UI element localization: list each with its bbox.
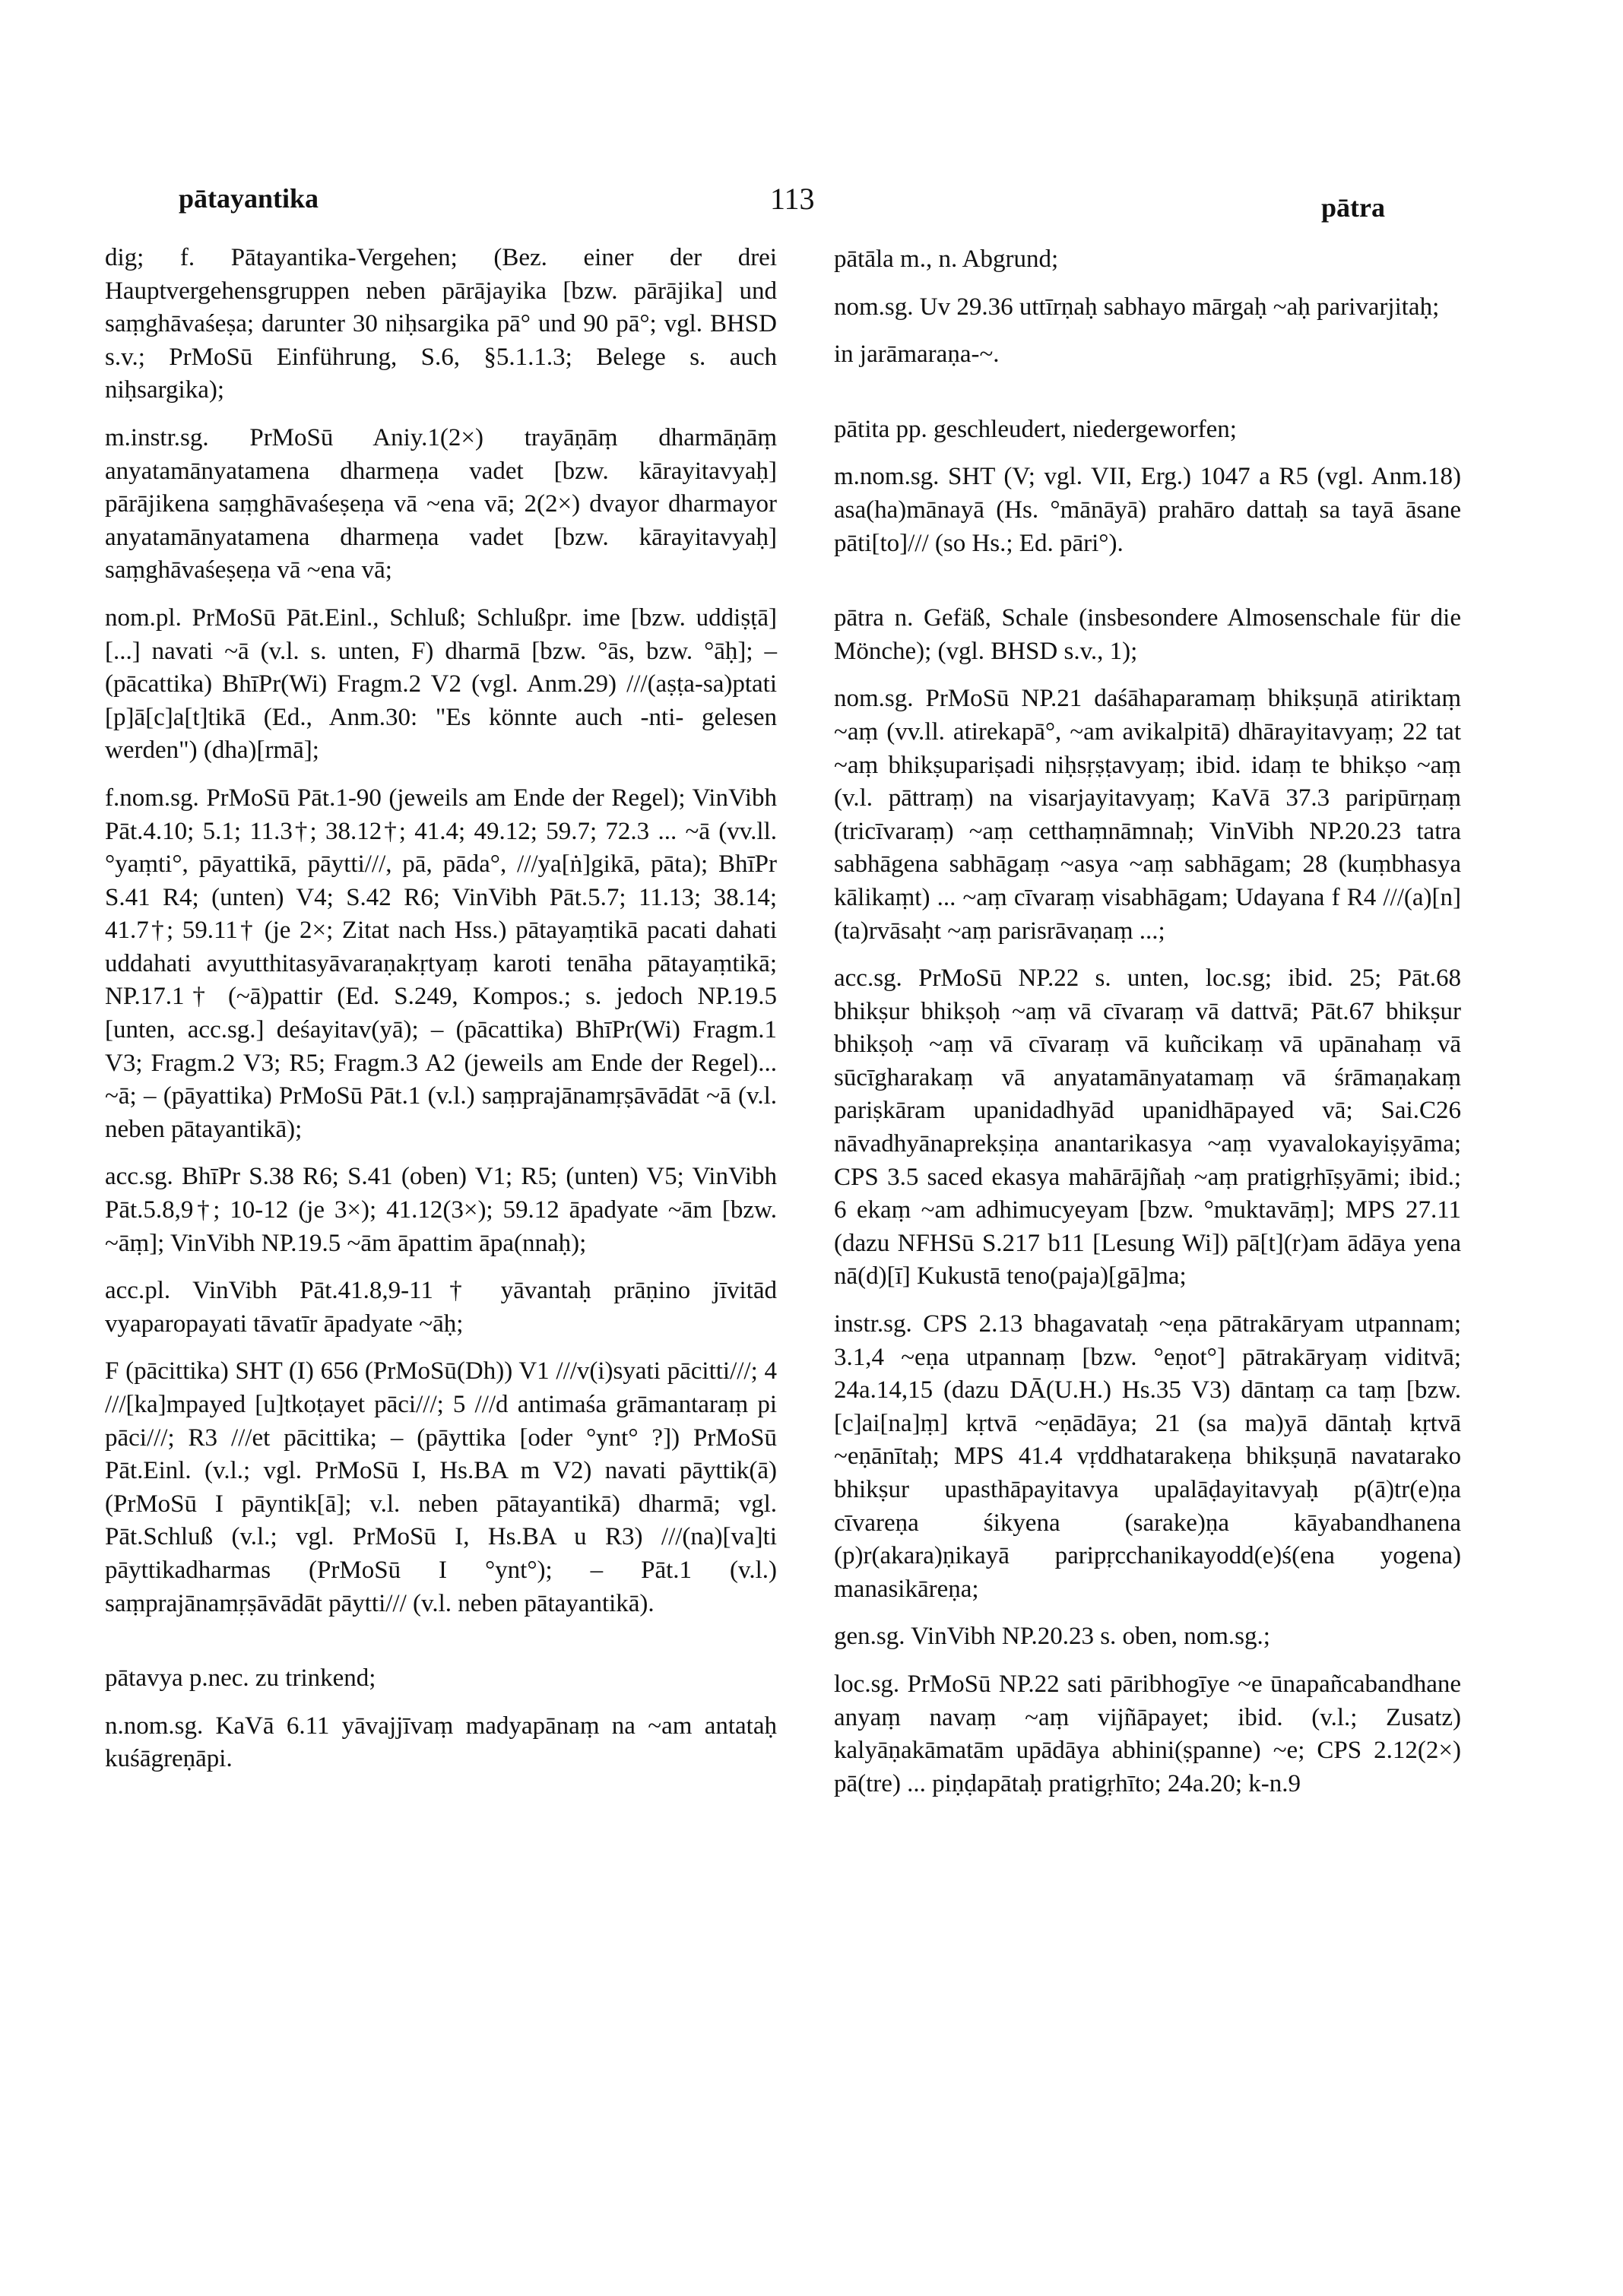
running-head-left: pātayantika bbox=[179, 183, 319, 214]
lemma-heading: pātavya p.nec. zu trinkend; bbox=[105, 1664, 376, 1693]
entry-paragraph: nom.sg. PrMoSū NP.21 daśāhaparamaṃ bhikṣuṇā atiriktaṃ ~aṃ (vv.ll. atirekapā°, ~am avikalpitā) dhārayitavyaṃ; 22 tat ~aṃ bhikṣupariṣadi niḥsṛṣṭavyaṃ; ibid. idaṃ te bhikṣo ~aṃ (v.l. pāttraṃ) na visarjayitavyaṃ; KaVā 37.3 paripūrṇaṃ (tricīvaraṃ) ~aṃ cetthaṃnāmnaḥ; VinVibh NP.20.23 tatra sabhāgena sabhāgaṃ ~asya ~aṃ sabhāgam; 28 (kuṃbhasya kālikaṃt) ... ~aṃ cīvaraṃ visabhāgam; Udayana f R4 ///(a)[n](ta)rvāsaḥt ~aṃ parisrāvaṇaṃ ...; bbox=[834, 685, 1461, 945]
entry-paragraph: in jarāmaraṇa-~. bbox=[834, 340, 1000, 369]
entry-paragraph: acc.sg. BhīPr S.38 R6; S.41 (oben) V1; R5; (unten) V5; VinVibh Pāt.5.8,9†; 10-12 (je 3×); 41.12(3×); 59.12 āpadyate ~ām [bzw. ~āṃ]; VinVibh NP.19.5 ~ām āpattim āpa(nnaḥ); bbox=[105, 1163, 777, 1257]
entry-paragraph: dig; f. Pātayantika-Vergehen; (Bez. einer der drei Hauptvergehensgruppen neben pārājayika [bzw. pārājika] und saṃghāvaśeṣa; darunter 30 niḥsargika pā° und 90 pā°; vgl. BHSD s.v.; PrMoSū Einführung, S.6, §5.1.1.3; Belege s. auch niḥsargika); bbox=[105, 244, 777, 404]
entry-paragraph: m.nom.sg. SHT (V; vgl. VII, Erg.) 1047 a R5 (vgl. Anm.18) asa(ha)mānayā (Hs. °mānāyā) prahāro dattaḥ sa tayā āsane pāti[to]/// (so Hs.; Ed. pāri°). bbox=[834, 463, 1461, 557]
running-head-right: pātra bbox=[1321, 192, 1385, 223]
entry-paragraph: gen.sg. VinVibh NP.20.23 s. oben, nom.sg.; bbox=[834, 1623, 1270, 1651]
entry-paragraph: nom.sg. Uv 29.36 uttīrṇaḥ sabhayo mārgaḥ ~aḥ parivarjitaḥ; bbox=[834, 293, 1440, 321]
lemma-heading: pātita pp. geschleudert, niedergeworfen; bbox=[834, 415, 1237, 443]
left-column bbox=[105, 242, 777, 1791]
right-column bbox=[834, 242, 1461, 1815]
lemma-heading: pātra n. Gefäß, Schale (insbesondere Almosenschale für die Mönche); (vgl. BHSD s.v., 1); bbox=[834, 604, 1461, 665]
page-number: 113 bbox=[770, 182, 815, 216]
entry-paragraph: F (pācittika) SHT (I) 656 (PrMoSū(Dh)) V1 ///v(i)syati pācitti///; 4 ///[ka]mpayed [u]tkoṭayet pāci///; 5 ///d antimaśa grāmantaraṃ pi pāci///; R3 ///et pācittika; – (pāyttika [oder °ynt° ?]) PrMoSū Pāt.Einl. (v.l.; vgl. PrMoSū I, Hs.BA m V2) navati pāyttik(ā) (PrMoSū I pāyntik[ā]; v.l. neben pātayantikā) dharmā; vgl. Pāt.Schluß (v.l.; vgl. PrMoSū I, Hs.BA u R3) ///(na)[va]ti pāyttikadharmas (PrMoSū I °ynt°); – Pāt.1 (v.l.) saṃprajānamṛṣāvādāt pāytti/// (v.l. neben pātayantikā). bbox=[105, 1357, 777, 1617]
entry-paragraph: m.instr.sg. PrMoSū Aniy.1(2×) trayāṇāṃ dharmāṇāṃ anyatamānyatamena dharmeṇa vadet [bzw. kārayitavyaḥ] pārājikena saṃghāvaśeṣeṇa vā ~ena vā; 2(2×) dvayor dharmayor anyatamānyatamena dharmeṇa vadet [bzw. kārayitavyaḥ] saṃghāvaśeṣeṇa vā ~ena vā; bbox=[105, 423, 777, 584]
entry-paragraph: n.nom.sg. KaVā 6.11 yāvajjīvaṃ madyapānaṃ na ~am antataḥ kuśāgreṇāpi. bbox=[105, 1712, 777, 1773]
entry-paragraph: nom.pl. PrMoSū Pāt.Einl., Schluß; Schlußpr. ime [bzw. uddiṣṭā] [...] navati ~ā (v.l. s. unten, F) dharmā [bzw. °ās, bzw. °āḥ]; – (pācattika) BhīPr(Wi) Fragm.2 V2 (vgl. Anm.29) ///(aṣṭa-sa)ptati [p]ā[c]a[t]tikā (Ed., Anm.30: "Es könnte auch -nti- gelesen werden") (dha)[rmā]; bbox=[105, 603, 777, 765]
entry-paragraph: acc.pl. VinVibh Pāt.41.8,9-11† yāvantaḥ prāṇino jīvitād vyaparopayati tāvatīr āpadyate ~āḥ; bbox=[105, 1277, 777, 1338]
entry-paragraph: f.nom.sg. PrMoSū Pāt.1-90 (jeweils am Ende der Regel); VinVibh Pāt.4.10; 5.1; 11.3†; 38.12†; 41.4; 49.12; 59.7; 72.3 ... ~ā (vv.ll. °yaṃti°, pāyattikā, pāytti///, pā, pāda°, ///ya[ṅ]gikā, pāta); BhīPr S.41 R4; (unten) V4; S.42 R6; VinVibh Pāt.5.7; 11.13; 38.14; 41.7†; 59.11† (je 2×; Zitat nach Hss.) pātayaṃtikā pacati dahati uddahati avyutthitasyāvaraṇakṛtyaṃ karoti tenāha pātayaṃtikā; NP.17.1† (~ā)pattir (Ed. S.249, Kompos.; s. jedoch NP.19.5 [unten, acc.sg.] deśayitav(yā); – (pācattika) BhīPr(Wi) Fragm.1 V3; Fragm.2 V3; R5; Fragm.3 A2 (jeweils am Ende der Regel)... ~ā; – (pāyattika) PrMoSū Pāt.1 (v.l.) saṃprajānamṛṣāvādāt ~ā (v.l. neben pātayantikā); bbox=[105, 784, 777, 1143]
entry-paragraph: acc.sg. PrMoSū NP.22 s. unten, loc.sg; ibid. 25; Pāt.68 bhikṣur bhikṣoḥ ~aṃ vā cīvaraṃ vā dattvā; Pāt.67 bhikṣur bhikṣoḥ ~aṃ vā cīvaraṃ vā kuñcikaṃ vā upānahaṃ vā sūcīgharakaṃ vā anyatamānyatamaṃ vā śrāmaṇakaṃ pariṣkāram upanidadhyād upanidhāpayed vā; Sai.C26 nāvadhyānaprekṣiṇa anantarikasya ~aṃ vyavalokayiṣyāma; CPS 3.5 saced ekasya mahārājñaḥ ~aṃ pratigṛhīṣyāmi; ibid.; 6 ekaṃ ~am adhimucyeyam [bzw. °muktavāṃ]; MPS 27.11 (dazu NFHSū S.217 b11 [Lesung Wi]) pā[t](r)am ādāya yena nā(d)[ī] Kukustā teno(paja)[gā]ma; bbox=[834, 964, 1461, 1291]
entry-paragraph: loc.sg. PrMoSū NP.22 sati pāribhogīye ~e ūnapañcabandhane anyaṃ navaṃ ~aṃ vijñāpayet; ibid. (v.l.; Zusatz) kalyāṇakāmatām upādāya abhini(ṣpanne) ~e; CPS 2.12(2×) pā(tre) ... piṇḍapātaḥ pratigṛhīto; 24a.20; k-n.9 bbox=[834, 1670, 1461, 1797]
entry-paragraph: instr.sg. CPS 2.13 bhagavataḥ ~eṇa pātrakāryam utpannam; 3.1,4 ~eṇa utpannaṃ [bzw. °eṇot°] pātrakāryaṃ viditvā; 24a.14,15 (dazu DĀ(U.H.) Hs.35 V3) dāntaṃ ca taṃ [bzw. [c]ai[na]ṃ] kṛtvā ~eṇādāya; 21 (sa ma)yā dāntaḥ kṛtvā ~eṇānītaḥ; MPS 41.4 vṛddhatarakeṇa bhikṣuṇā navatarako bhikṣur upasthāpayitavya upalāḍayitavyaḥ p(ā)tr(e)ṇa cīvareṇa śikyena (sarake)ṇa kāyabandhanena (p)r(akara)ṇikayā paripṛcchanikayodd(e)ś(ena yogena) manasikāreṇa; bbox=[834, 1310, 1461, 1603]
lemma-heading: pātāla m., n. Abgrund; bbox=[834, 245, 1059, 273]
